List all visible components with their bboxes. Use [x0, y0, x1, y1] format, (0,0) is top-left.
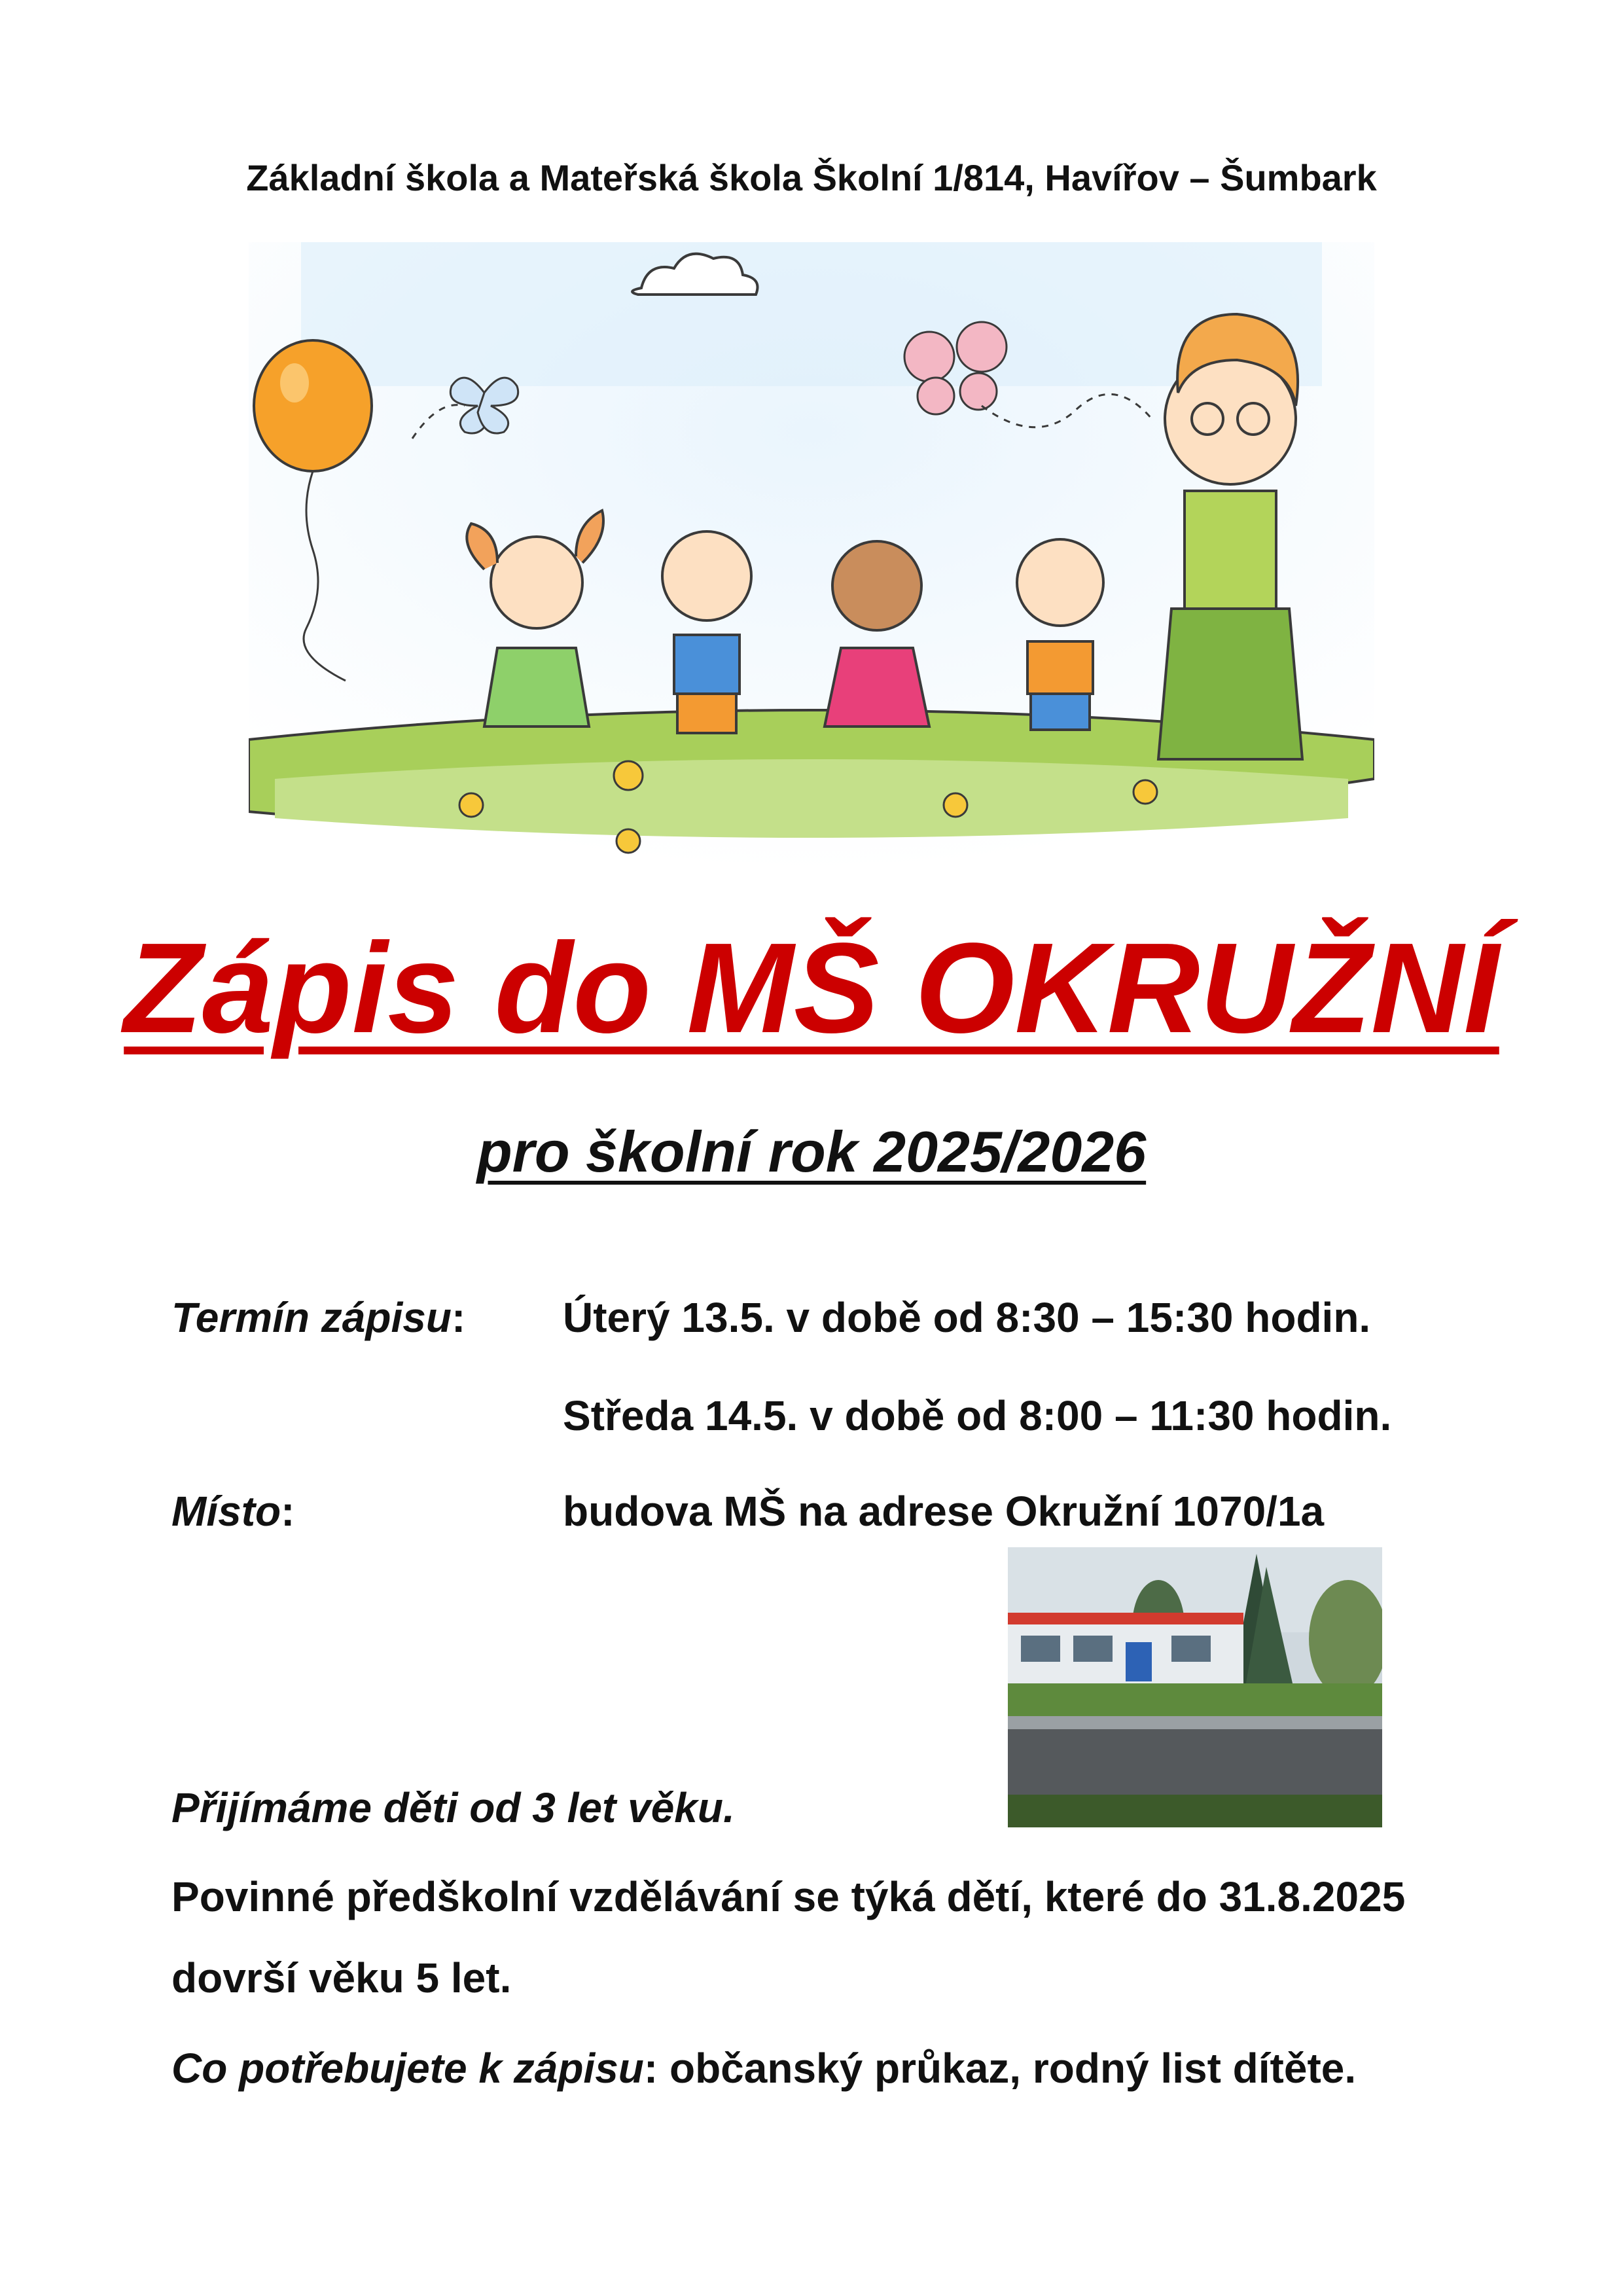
compulsory-info-line1: Povinné předškolní vzdělávání se týká dětí, které do 31.8.2025 — [171, 1873, 1406, 1920]
needs-colon: : — [643, 2045, 658, 2092]
flower-icon — [944, 793, 967, 817]
subtitle: pro školní rok 2025/2026 — [476, 1119, 1147, 1184]
schedule-label-text: Termín zápisu — [171, 1294, 452, 1341]
schedule-day2: Středa 14.5. v době od 8:00 – 11:30 hodin. — [563, 1392, 1392, 1439]
flower-icon — [1133, 780, 1157, 804]
age-info: Přijímáme děti od 3 let věku. — [171, 1784, 735, 1831]
needs-value: občanský průkaz, rodný list dítěte. — [658, 2045, 1357, 2092]
place-value: budova MŠ na adrese Okružní 1070/1a — [563, 1488, 1325, 1535]
school-name: Základní škola a Mateřská škola Školní 1/814, Havířov – Šumbark — [246, 157, 1377, 198]
flower-icon — [616, 829, 640, 853]
place-label — [171, 1482, 294, 1541]
main-title: Zápis do MŠ OKRUŽNÍ — [124, 916, 1499, 1060]
flower-icon — [459, 793, 483, 817]
children-illustration — [249, 242, 1374, 870]
needs-label: Co potřebujete k zápisu — [171, 2045, 644, 2092]
compulsory-info-line2: dovrší věku 5 let. — [171, 1954, 512, 2001]
place-label-colon: : — [281, 1488, 295, 1535]
schedule-day1: Úterý 13.5. v době od 8:30 – 15:30 hodin. — [563, 1294, 1371, 1341]
needs-info — [171, 2028, 1480, 2109]
flower-icon — [614, 761, 643, 790]
schedule-label — [171, 1288, 465, 1347]
schedule-label-colon: : — [451, 1294, 466, 1341]
place-label-text: Místo — [171, 1488, 281, 1535]
